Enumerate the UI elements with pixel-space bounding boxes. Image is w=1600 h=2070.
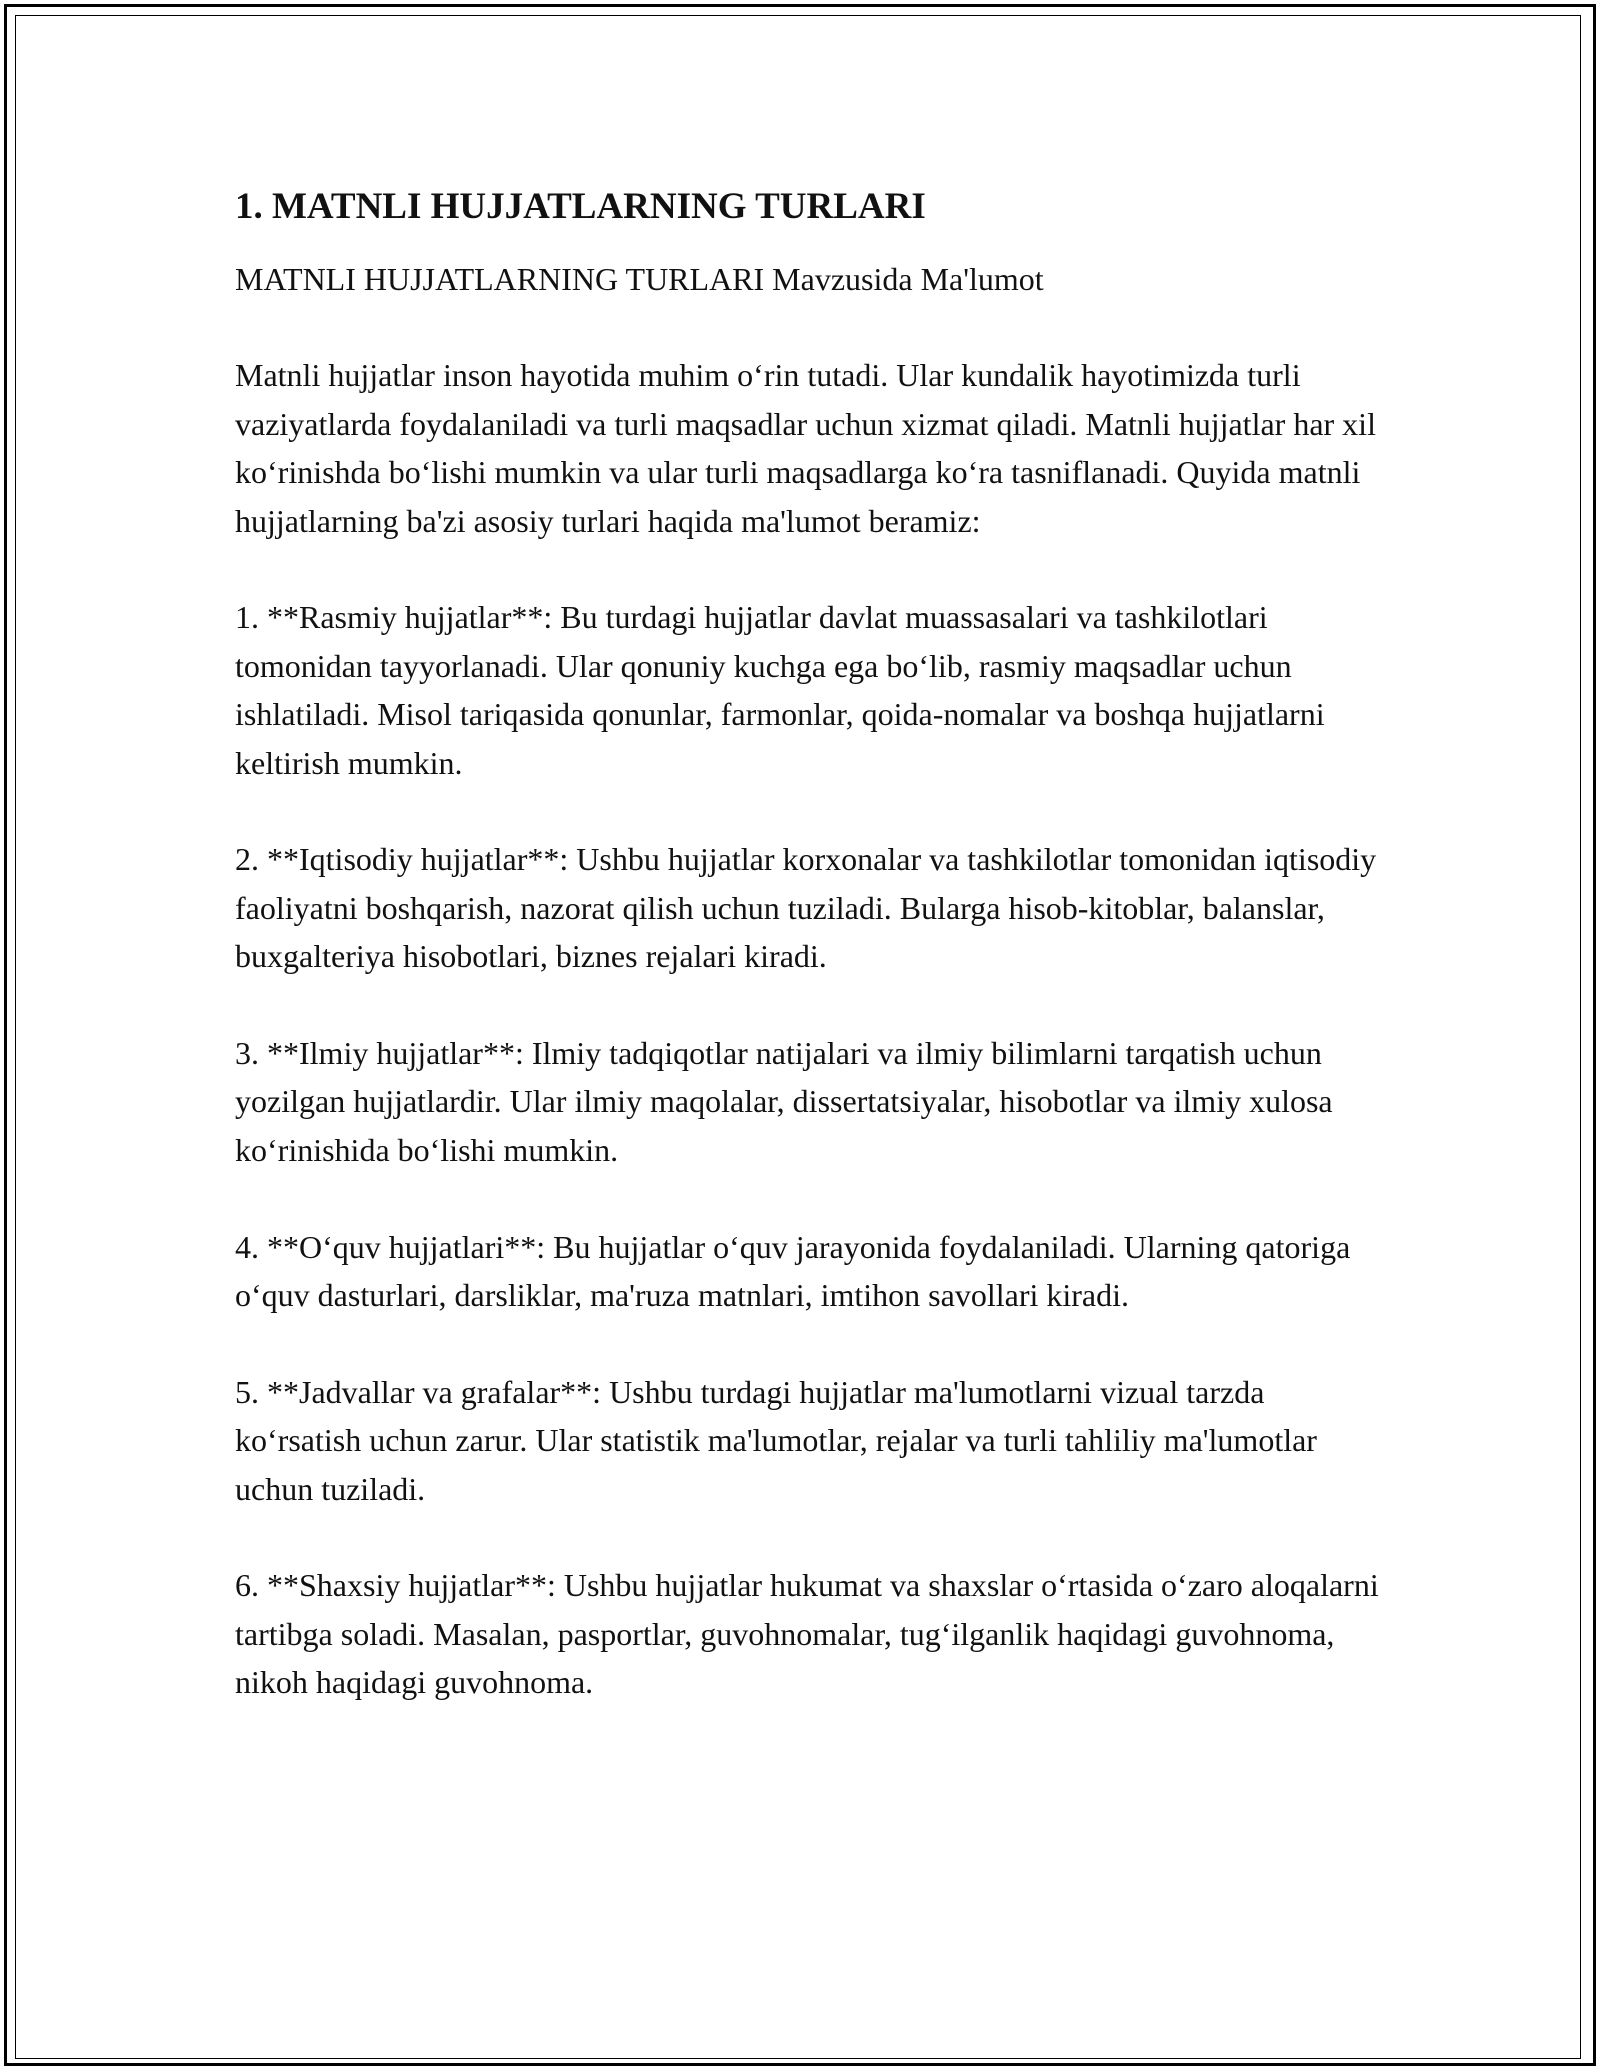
list-item-jadvallar: 5. **Jadvallar va grafalar**: Ushbu turdagi hujjatlar ma'lumotlarni vizual tarzda ko‘rsatish uchun zarur. Ular statistik ma'lumotlar, rejalar va turli tahliliy ma'lumotlar uchun tuziladi. <box>235 1373 1317 1507</box>
list-item-rasmiy: 1. **Rasmiy hujjatlar**: Bu turdagi hujjatlar davlat muassasalari va tashkilotlari tomonidan tayyorlanadi. Ular qonuniy kuchga ega bo‘lib, rasmiy maqsadlar uchun ishlatiladi. Misol tariqasida qonunlar, farmonlar, qoida-nomalar va boshqa hujjatlarni keltirish mumkin. <box>235 599 1325 781</box>
document-subtitle: MATNLI HUJJATLARNING TURLARI Mavzusida Ma'lumot <box>235 261 1044 298</box>
list-item-oquv: 4. **O‘quv hujjatlari**: Bu hujjatlar o‘quv jarayonida foydalaniladi. Ularning qatoriga o‘quv dasturlari, darsliklar, ma'ruza matnlari, imtihon savollari kiradi. <box>235 1228 1351 1314</box>
list-item-iqtisodiy: 2. **Iqtisodiy hujjatlar**: Ushbu hujjatlar korxonalar va tashkilotlar tomonidan iqtisodiy faoliyatni boshqarish, nazorat qilish uchun tuziladi. Bularga hisob-kitoblar, balanslar, buxgalteriya hisobotlari, biznes rejalari kiradi. <box>235 841 1377 975</box>
document-heading: 1. MATNLI HUJJATLARNING TURLARI <box>235 186 926 227</box>
document-body <box>235 185 1385 1755</box>
intro-paragraph: Matnli hujjatlar inson hayotida muhim o‘rin tutadi. Ular kundalik hayotimizda turli vaziyatlarda foydalaniladi va turli maqsadlar uchun xizmat qiladi. Matnli hujjatlar har xil ko‘rinishda bo‘lishi mumkin va ular turli maqsadlarga ko‘ra tasniflanadi. Quyida matnli hujjatlarning ba'zi asosiy turlari haqida ma'lumot beramiz: <box>235 357 1376 539</box>
list-item-shaxsiy: 6. **Shaxsiy hujjatlar**: Ushbu hujjatlar hukumat va shaxslar o‘rtasida o‘zaro aloqalarni tartibga soladi. Masalan, pasportlar, guvohnomalar, tug‘ilganlik haqidagi guvohnoma, nikoh haqidagi guvohnoma. <box>235 1567 1379 1701</box>
list-item-ilmiy: 3. **Ilmiy hujjatlar**: Ilmiy tadqiqotlar natijalari va ilmiy bilimlarni tarqatish uchun yozilgan hujjatlardir. Ular ilmiy maqolalar, dissertatsiyalar, hisobotlar va ilmiy xulosa ko‘rinishida bo‘lishi mumkin. <box>235 1035 1333 1168</box>
